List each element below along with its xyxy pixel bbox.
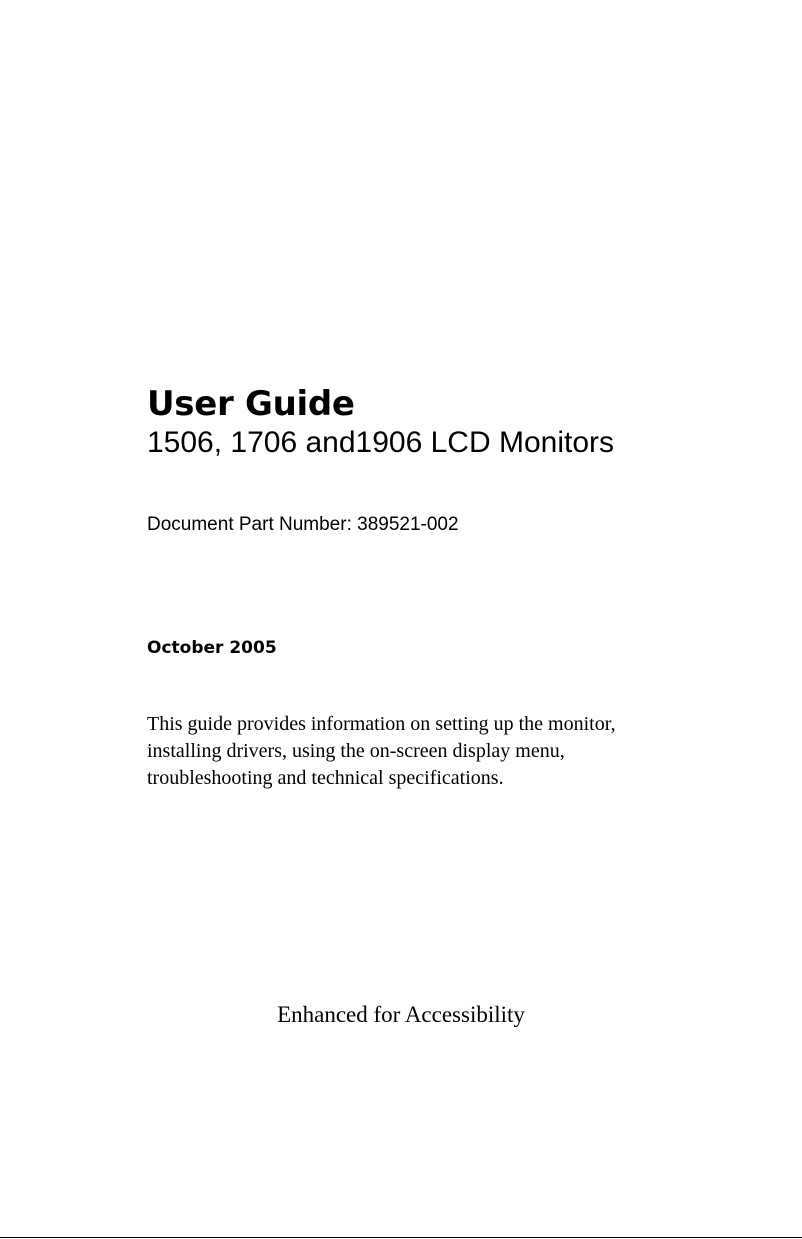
description-line: This guide provides information on setting up the monitor, — [147, 713, 616, 735]
page-bottom-rule — [0, 1237, 802, 1238]
description-line: troubleshooting and technical specifications. — [147, 767, 504, 789]
accessibility-note: Enhanced for Accessibility — [277, 1002, 525, 1027]
document-description — [147, 711, 707, 792]
document-title: User Guide — [147, 384, 355, 424]
document-subtitle: 1506, 1706 and1906 LCD Monitors — [147, 426, 614, 459]
document-date: October 2005 — [147, 638, 277, 658]
description-line: installing drivers, using the on-screen display menu, — [147, 740, 565, 762]
document-part-number: Document Part Number: 389521-002 — [147, 514, 459, 535]
